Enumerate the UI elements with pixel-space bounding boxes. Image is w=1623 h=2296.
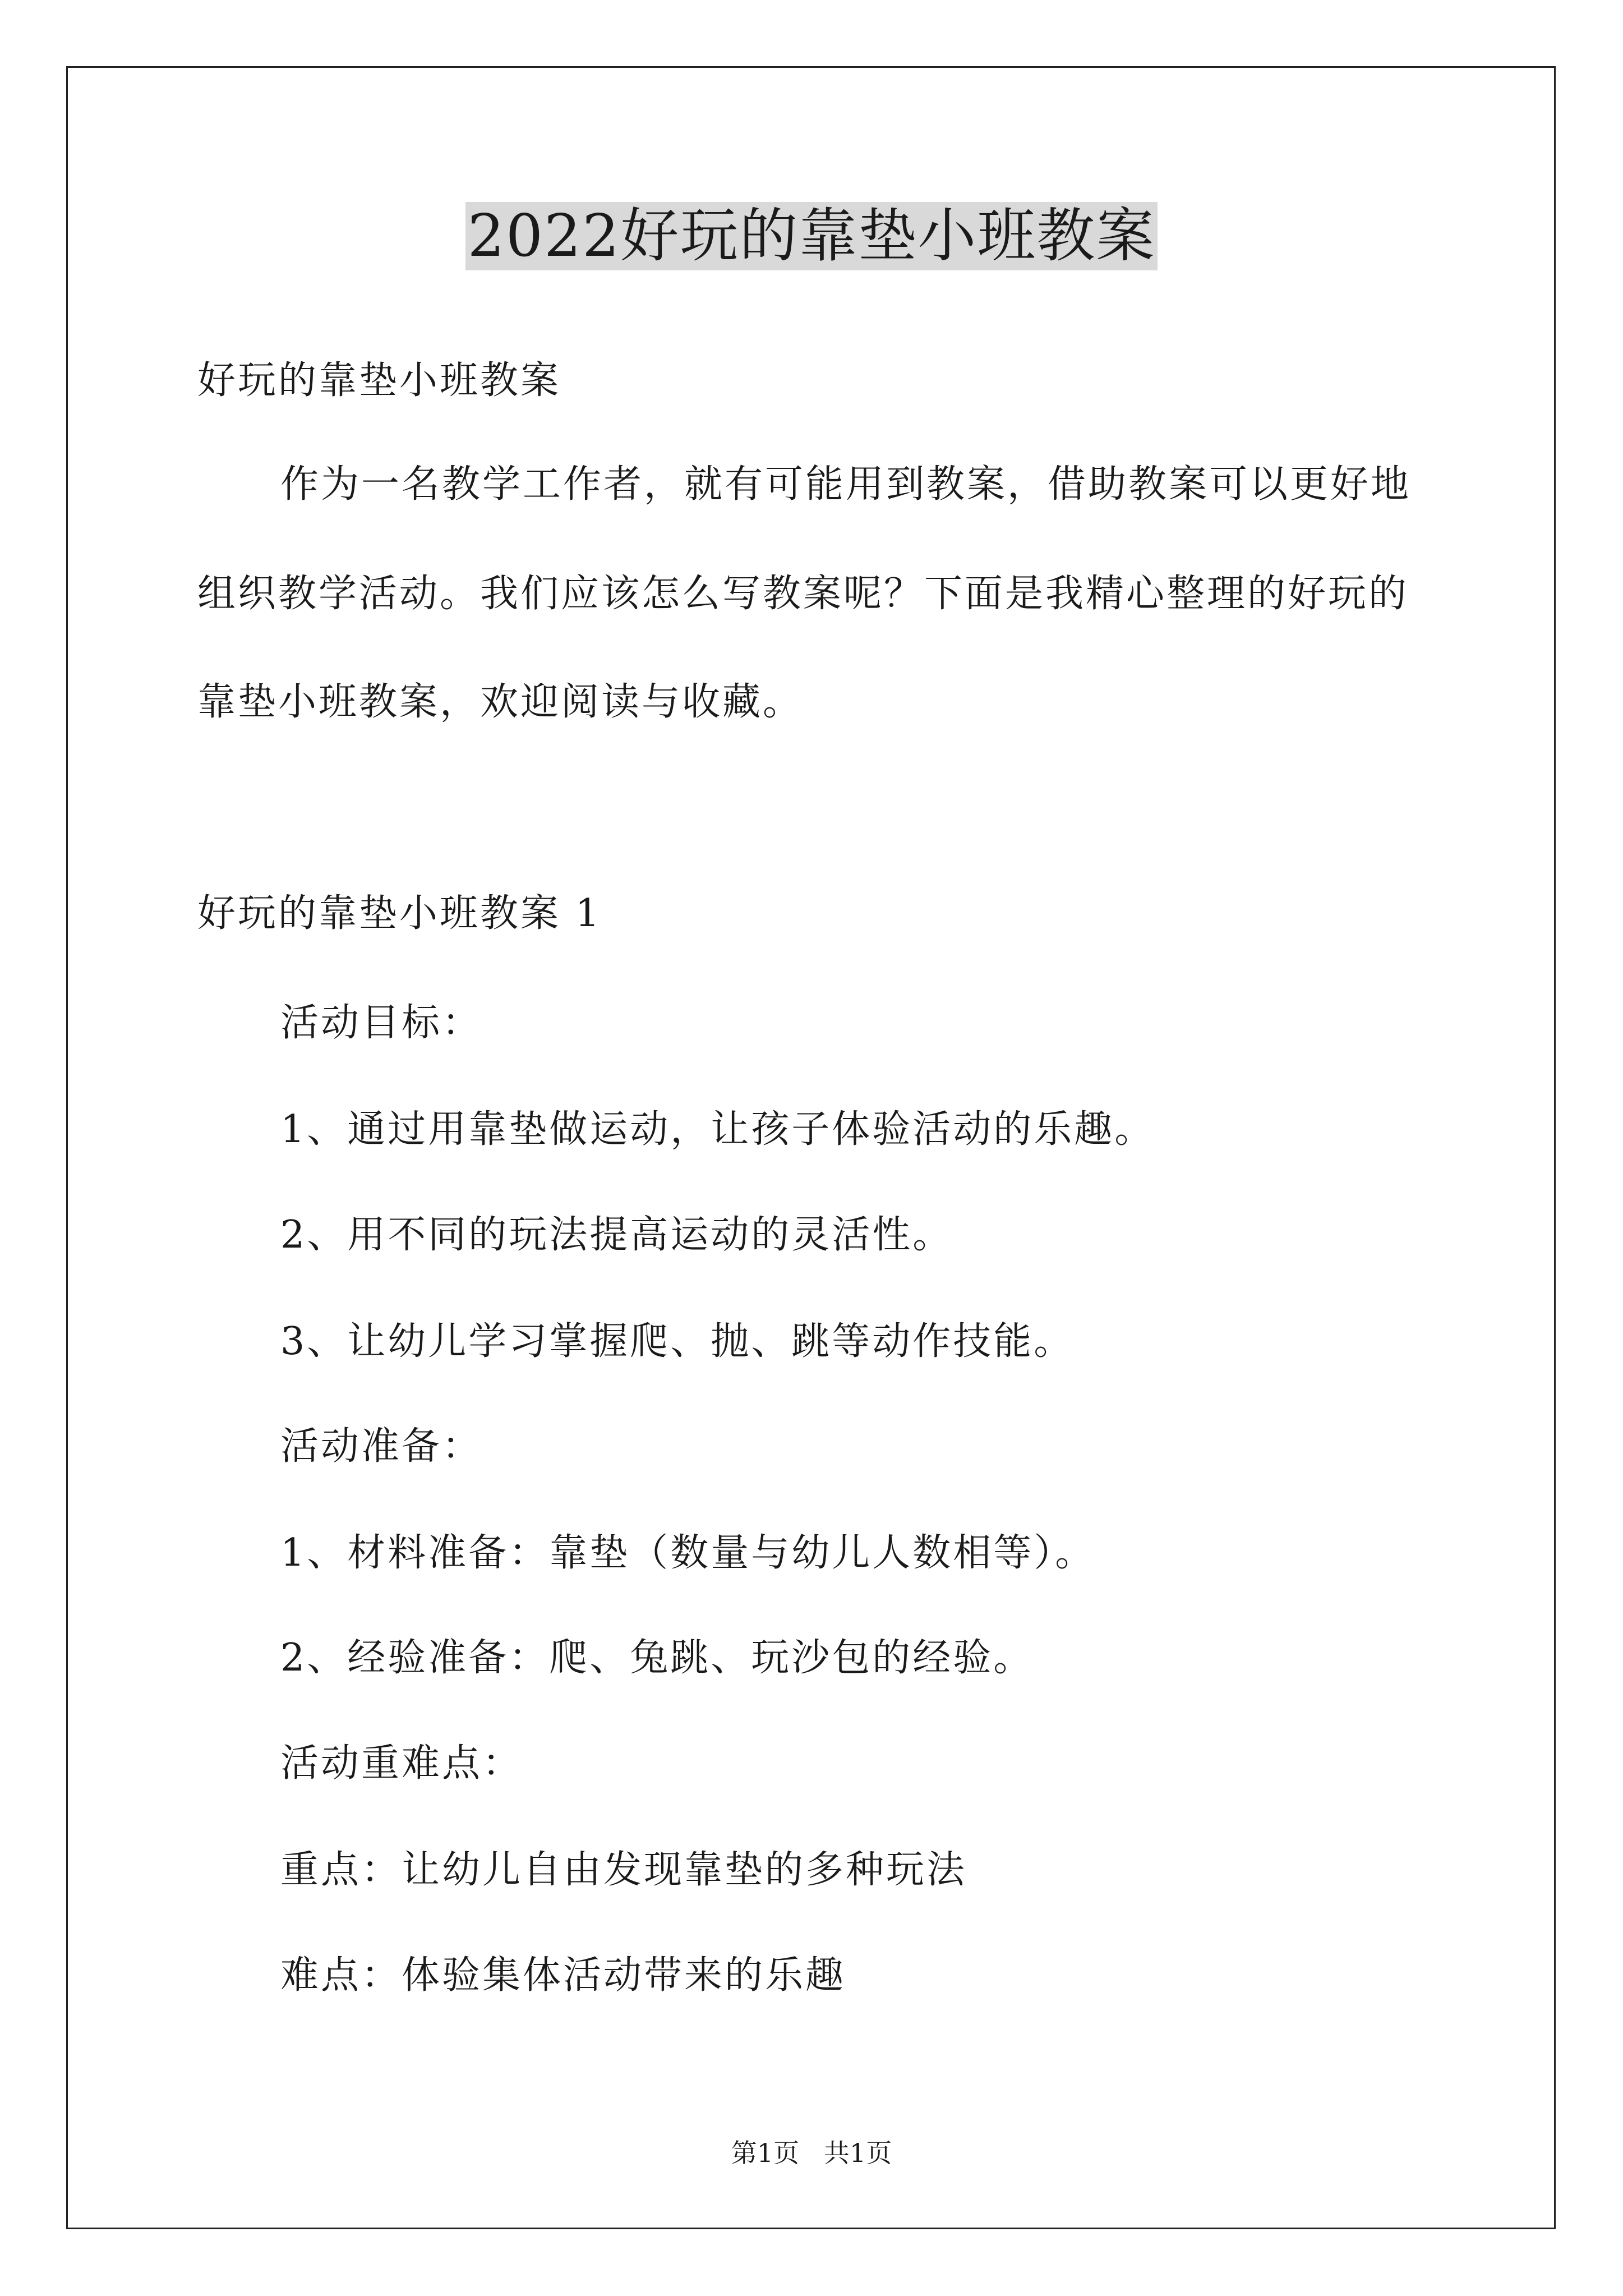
intro-line-1: 作为一名教学工作者，就有可能用到教案，借助教案可以更好地 [280,462,1412,507]
document-title-text: 2022好玩的靠垫小班教案 [465,202,1158,270]
prep-heading: 活动准备： [280,1424,483,1469]
intro-line-2: 组织教学活动。我们应该怎么写教案呢？下面是我精心整理的好玩的 [197,572,1409,616]
page-number-footer: 第1页 共1页 [731,2138,892,2168]
key-heading: 活动重难点： [280,1741,523,1786]
goal-item-1: 1、通过用靠垫做运动，让孩子体验活动的乐趣。 [280,1107,1155,1152]
prep-item-1: 1、材料准备：靠垫（数量与幼儿人数相等）。 [280,1531,1096,1575]
document-subtitle: 好玩的靠垫小班教案 [197,358,561,403]
prep-item-2: 2、经验准备：爬、兔跳、玩沙包的经验。 [280,1636,1034,1680]
goal-item-3: 3、让幼儿学习掌握爬、抛、跳等动作技能。 [280,1319,1075,1364]
difficult-point: 难点：体验集体活动带来的乐趣 [280,1953,846,1998]
intro-line-3: 靠垫小班教案，欢迎阅读与收藏。 [197,680,804,724]
goal-item-2: 2、用不同的玩法提高运动的灵活性。 [280,1213,953,1257]
key-point: 重点：让幼儿自由发现靠垫的多种玩法 [280,1848,967,1892]
goals-heading: 活动目标： [280,1001,483,1045]
document-title [0,202,1623,270]
section-title: 好玩的靠垫小班教案 1 [197,891,602,936]
